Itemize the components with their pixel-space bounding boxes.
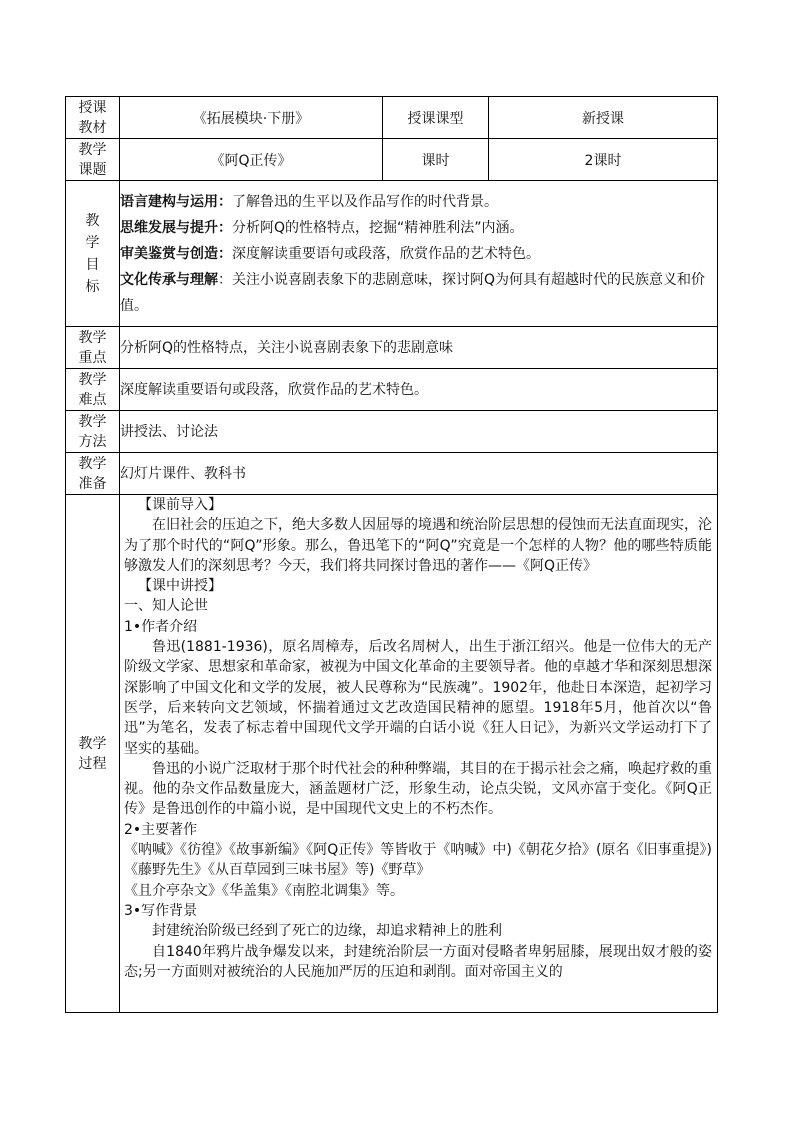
intro-heading: 【课前导入】 [138,497,222,513]
row-goals [66,181,718,327]
hours-label: 课时 [383,139,489,181]
difficulties-label: 教学 难点 [66,369,120,411]
key-points-value: 分析阿Q的性格特点，关注小说喜剧表象下的悲剧意味 [120,327,718,369]
lesson-type-label: 授课课型 [383,97,489,139]
author-paragraph-2: 鲁迅的小说广泛取材于那个时代社会的种种弊端，其目的在于揭示社会之痛，唤起疗救的重视。他的杂文作品数量庞大，涵盖题材广泛，形象生动，论点尖锐，文风亦富于变化。《阿Q正传》是鲁迅创作的中篇小说，是中国现代文史上的不朽杰作。 [124,760,712,818]
goal-language: 语言建构与运用：了解鲁迅的生平以及作品写作的时代背景。 [120,193,498,210]
material-value: 《拓展模块·下册》 [120,97,383,139]
topic-label: 教学 课题 [66,139,120,181]
topic-value: 《阿Q正传》 [120,139,383,181]
preparation-label: 教学 准备 [66,453,120,495]
goals-label: 教 学 目 标 [66,181,120,327]
sub-heading-works: 2•主要著作 [124,821,198,838]
lecture-heading: 【课中讲授】 [138,578,222,595]
author-paragraph-1: 鲁迅(1881-1936)，原名周樟寿，后改名周树人，出生于浙江绍兴。他是一位伟大的无产阶级文学家、思想家和革命家，被视为中国文化革命的主要领导者。他的卓越才华和深刻思想深深影响了中国文化和文学的发展，被人民尊称为“民族魂”。1902年，他赴日本深造，起初学习医学，后来转向文艺领域，怀揣着通过文艺改造国民精神的愿望。1918年5月，他首次以“鲁迅”为笔名，发表了标志着中国现代文学开端的白话小说《狂人日记》，为新兴文学运动打下了坚实的基础。 [124,639,712,757]
background-paragraph-2: 自1840年鸦片战争爆发以来，封建统治阶层一方面对侵略者卑躬屈膝，展现出奴才般的姿态;另一方面则对被统治的人民施加严厉的压迫和剥削。面对帝国主义的 [124,943,712,980]
sub-heading-author: 1•作者介绍 [124,618,198,635]
material-label: 授课 教材 [66,97,120,139]
row-preparation [66,453,718,495]
sub-heading-background: 3•写作背景 [124,902,198,919]
works-line-1: 《呐喊》《彷徨》《故事新编》《阿Q正传》等皆收于《呐喊》中)《朝花夕拾》(原名《旧事重提》)《藤野先生》《从百草园到三味书屋》等)《野草》 [124,842,712,879]
row-difficulties [66,369,718,411]
background-paragraph-1: 封建统治阶级已经到了死亡的边缘，却追求精神上的胜利 [152,923,502,940]
works-line-2: 《且介亭杂文》《华盖集》《南腔北调集》等。 [124,882,404,899]
row-material [66,97,718,139]
preparation-value: 幻灯片课件、教科书 [120,453,718,495]
section-heading: 一、知人论世 [124,598,208,615]
row-topic [66,139,718,181]
process-content [120,495,718,1013]
intro-text: 在旧社会的压迫之下，绝大多数人因屈辱的境遇和统治阶层思想的侵蚀而无法直面现实，沦为了那个时代的“阿Q”形象。那么，鲁迅笔下的“阿Q”究竟是一个怎样的人物？他的哪些特质能够激发人们的深刻思考？今天，我们将共同探讨鲁迅的著作——《阿Q正传》 [124,517,712,574]
methods-label: 教学 方法 [66,411,120,453]
lesson-plan-table [65,96,718,1013]
lesson-type-value: 新授课 [489,97,718,139]
row-key-points [66,327,718,369]
methods-value: 讲授法、讨论法 [120,411,718,453]
row-methods [66,411,718,453]
goals-content [120,181,718,327]
row-process [66,495,718,1013]
goal-thinking: 思维发展与提升：分析阿Q的性格特点，挖掘“精神胜利法”内涵。 [120,219,524,236]
process-label: 教学 过程 [66,495,120,1013]
goal-culture: 文化传承与理解：关注小说喜剧表象下的悲剧意味，探讨阿Q为何具有超越时代的民族意义和价值。 [120,271,706,314]
goal-aesthetic: 审美鉴赏与创造：深度解读重要语句或段落，欣赏作品的艺术特色。 [120,245,540,262]
hours-value: 2课时 [489,139,718,181]
key-points-label: 教学 重点 [66,327,120,369]
difficulties-value: 深度解读重要语句或段落，欣赏作品的艺术特色。 [120,369,718,411]
